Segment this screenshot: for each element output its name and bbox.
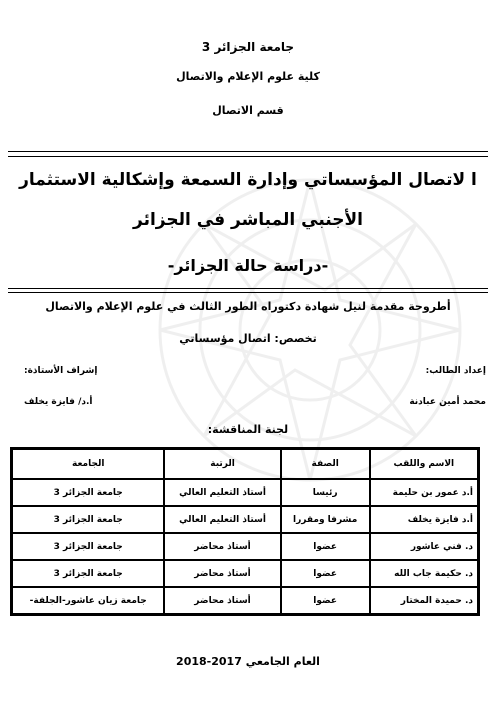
header-rank: الرتبة xyxy=(164,449,280,479)
header-university: الجامعة xyxy=(12,449,164,479)
member-name: أ.د فايزة يخلف xyxy=(370,506,478,533)
member-role: عضوا xyxy=(281,587,370,614)
member-rank: أستاذ التعليم العالي xyxy=(164,506,280,533)
table-row xyxy=(12,587,478,614)
divider-bottom-thin xyxy=(8,292,488,293)
member-university: جامعة زيان عاشور-الجلفة- xyxy=(12,587,164,614)
member-name: أ.د عمور بن حليمة xyxy=(370,479,478,506)
supervisor-name: أ.د/ فايزة يخلف xyxy=(24,397,93,407)
thesis-title-line-1: ا لاتصال المؤسساتي وإدارة السمعة وإشكالية الاستثمار xyxy=(19,170,477,190)
university-name: جامعة الجزائر 3 xyxy=(201,40,295,54)
member-university: جامعة الجزائر 3 xyxy=(12,479,164,506)
member-rank: أستاذ محاضر xyxy=(164,560,280,587)
table-row xyxy=(12,479,478,506)
member-university: جامعة الجزائر 3 xyxy=(12,533,164,560)
divider-top-thin xyxy=(8,156,488,157)
table-row xyxy=(12,506,478,533)
student-name: محمد أمين عبادنة xyxy=(409,397,486,407)
committee-title: لجنة المناقشة: xyxy=(207,423,289,436)
member-role: عضوا xyxy=(281,533,370,560)
committee-table xyxy=(10,447,480,616)
member-role: عضوا xyxy=(281,560,370,587)
member-role: رئيسا xyxy=(281,479,370,506)
member-rank: أستاذ التعليم العالي xyxy=(164,479,280,506)
thesis-statement: أطروحة مقدمة لنيل شهادة دكتوراه الطور الثالث في علوم الإعلام والاتصال xyxy=(45,300,451,313)
faculty-name: كلية علوم الإعلام والاتصال xyxy=(176,70,320,83)
specialization: تخصص: اتصال مؤسساتي xyxy=(179,332,317,345)
academic-year: العام الجامعي 2017-2018 xyxy=(176,655,320,668)
member-university: جامعة الجزائر 3 xyxy=(12,506,164,533)
header-role: الصفة xyxy=(281,449,370,479)
thesis-title-line-3: -دراسة حالة الجزائر- xyxy=(167,256,329,275)
member-name: د. فني عاشور xyxy=(370,533,478,560)
table-row xyxy=(12,560,478,587)
member-university: جامعة الجزائر 3 xyxy=(12,560,164,587)
member-rank: أستاذ محاضر xyxy=(164,587,280,614)
member-name: د. حكيمة جاب الله xyxy=(370,560,478,587)
member-name: د. حميدة المختار xyxy=(370,587,478,614)
member-role: مشرفا ومقررا xyxy=(281,506,370,533)
thesis-title-line-2: الأجنبي المباشر في الجزائر xyxy=(133,210,363,230)
divider-top-thick xyxy=(8,151,488,152)
department-name: قسم الاتصال xyxy=(212,104,284,117)
table-header-row xyxy=(12,449,478,479)
member-rank: أستاذ محاضر xyxy=(164,533,280,560)
table-row xyxy=(12,533,478,560)
prepared-by-label: إعداد الطالب: xyxy=(425,366,486,376)
header-name: الاسم واللقب xyxy=(370,449,478,479)
supervision-label: إشراف الأستاذة: xyxy=(24,366,98,376)
divider-bottom-thick xyxy=(8,288,488,289)
